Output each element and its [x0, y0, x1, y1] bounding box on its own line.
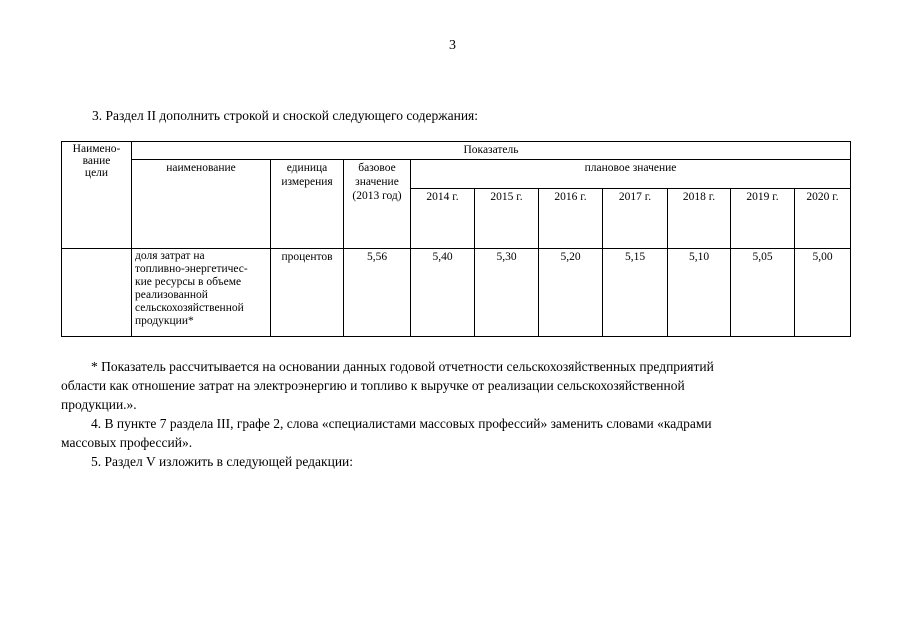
unit-cell: процентов [271, 249, 344, 337]
item-4-paragraph: 4. В пункте 7 раздела III, графе 2, слова «специалистами массовых профессий» заменить словами «кадрами [91, 416, 712, 431]
unit-header: единица измерения [271, 160, 344, 249]
footnote-section [61, 357, 843, 471]
table-row [62, 249, 851, 337]
footnote-line: * Показатель рассчитывается на основании данных годовой отчетности сельскохозяйственных предприятий [91, 359, 714, 374]
page-number: 3 [449, 38, 456, 53]
planned-value-cell: 5,05 [731, 249, 795, 337]
planned-value-cell: 5,15 [603, 249, 668, 337]
item-5-paragraph: 5. Раздел V изложить в следующей редакции: [91, 454, 354, 469]
year-header: 2020 г. [795, 189, 851, 249]
planned-value-cell: 5,00 [795, 249, 851, 337]
planned-value-cell: 5,30 [475, 249, 539, 337]
planned-value-header: плановое значение [411, 160, 851, 189]
planned-value-cell: 5,20 [539, 249, 603, 337]
year-header: 2014 г. [411, 189, 475, 249]
indicator-name-cell: доля затрат на топливно-энергетичес- кие ресурсы в объеме реализованной сельскохозяйственной продукции* [132, 249, 271, 337]
indicator-header: Показатель [132, 142, 851, 160]
goal-name-cell [62, 249, 132, 337]
year-header: 2019 г. [731, 189, 795, 249]
planned-value-cell: 5,10 [668, 249, 731, 337]
indicator-table [61, 141, 851, 337]
goal-name-header: Наимено- вание цели [62, 142, 132, 249]
name-header: наименование [132, 160, 271, 249]
year-header: 2015 г. [475, 189, 539, 249]
base-value-cell: 5,56 [344, 249, 411, 337]
footnote-line: области как отношение затрат на электроэнергию и топливо к выручке от реализации сельскохозяйственной [61, 378, 685, 393]
item-4-paragraph-end: массовых профессий». [61, 435, 193, 450]
footnote-line: продукции.». [61, 397, 137, 412]
base-value-header: базовое значение (2013 год) [344, 160, 411, 249]
planned-value-cell: 5,40 [411, 249, 475, 337]
intro-paragraph: 3. Раздел II дополнить строкой и сноской следующего содержания: [92, 108, 479, 123]
year-header: 2018 г. [668, 189, 731, 249]
year-header: 2017 г. [603, 189, 668, 249]
year-header: 2016 г. [539, 189, 603, 249]
